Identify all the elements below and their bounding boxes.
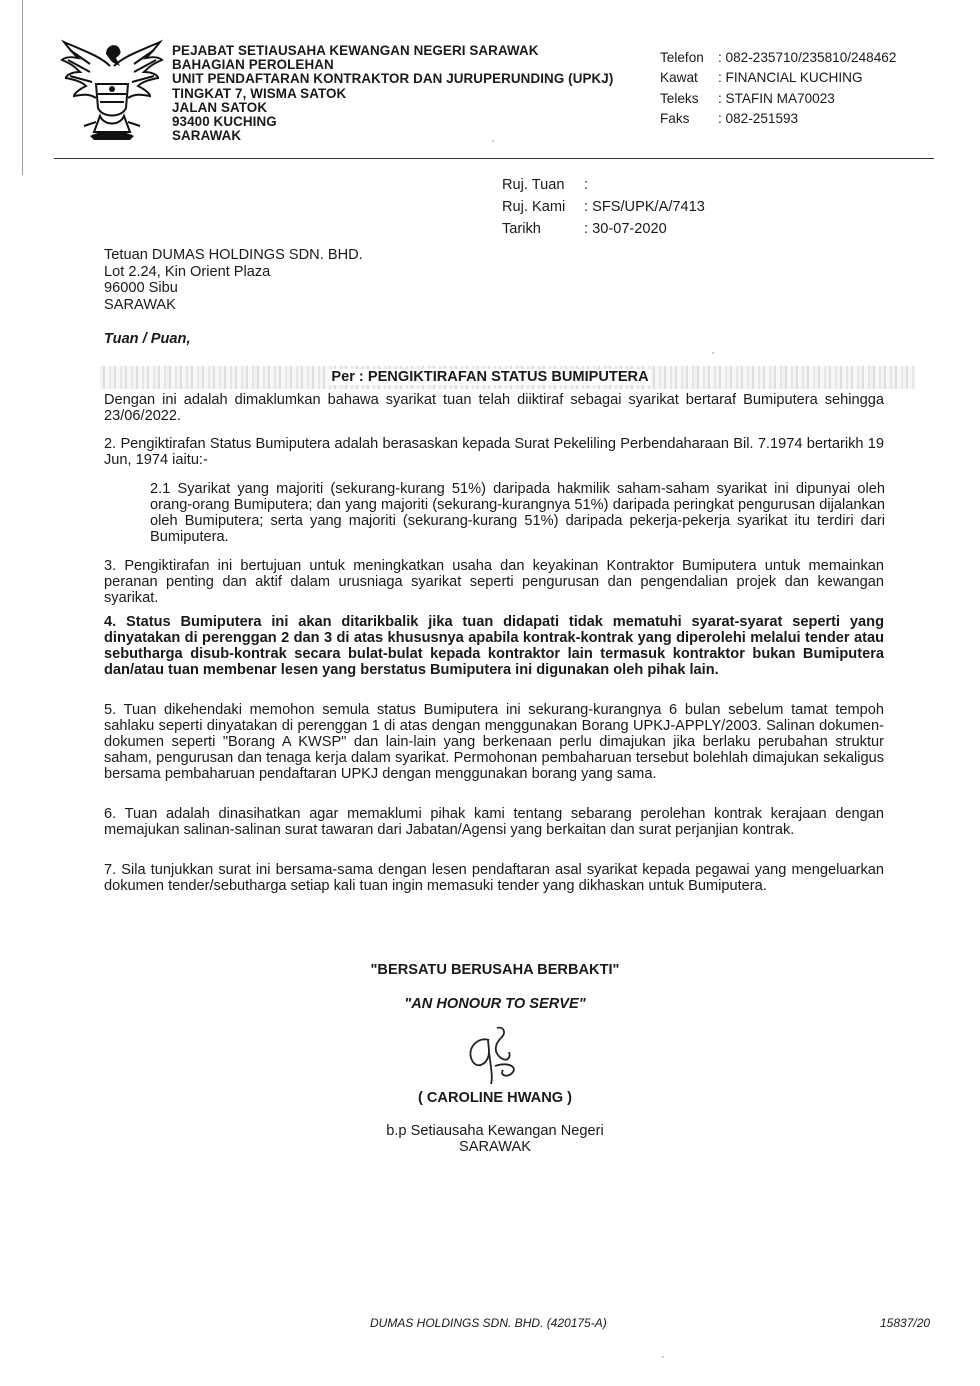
agency-line: UNIT PENDAFTARAN KONTRAKTOR DAN JURUPERUNDING (UPKJ) xyxy=(172,71,614,87)
agency-line: JALAN SATOK xyxy=(172,99,268,115)
contact-value: : 082-235710/235810/248462 xyxy=(718,50,897,65)
signatory-title-line: SARAWAK xyxy=(459,1139,531,1155)
agency-line: PEJABAT SETIAUSAHA KEWANGAN NEGERI SARAWAK xyxy=(172,43,539,58)
salutation: Tuan / Puan, xyxy=(104,331,191,347)
signatory-title-line: b.p Setiausaha Kewangan Negeri xyxy=(386,1123,604,1139)
paragraph-7: 7. Sila tunjukkan surat ini bersama-sama dengan lesen pendaftaran asal syarikat kepada pegawai yang mengeluarkan dokumen tender/sebutharga setiap kali tuan ingin memasuki tender yang dikhaskan untuk Bumiputera. xyxy=(104,862,884,894)
scan-speck xyxy=(712,352,714,354)
ref-value: : xyxy=(584,177,589,193)
contact-details xyxy=(660,48,896,130)
motto-malay: "BERSATU BERUSAHA BERBAKTI" xyxy=(370,962,620,978)
subject-line xyxy=(0,369,980,385)
contact-row-faks xyxy=(660,109,896,129)
signature-icon xyxy=(455,1022,545,1086)
ref-value: : 30-07-2020 xyxy=(584,221,667,237)
signatory-title xyxy=(0,1123,980,1155)
recipient-line: SARAWAK xyxy=(104,296,176,313)
recipient-line: Tetuan DUMAS HOLDINGS SDN. BHD. xyxy=(104,247,363,263)
subject-text: Per : PENGIKTIRAFAN STATUS BUMIPUTERA xyxy=(331,369,649,385)
footer-company: DUMAS HOLDINGS SDN. BHD. (420175-A) xyxy=(370,1316,607,1330)
paragraph-2: 2. Pengiktirafan Status Bumiputera adalah berasaskan kepada Surat Pekeliling Perbendaharaan Bil. 7.1974 bertarikh 19 Jun, 1974 iaitu:- xyxy=(104,436,884,468)
ref-label: Ruj. Tuan xyxy=(502,177,565,193)
agency-line: BAHAGIAN PEROLEHAN xyxy=(172,57,334,73)
agency-line: 93400 KUCHING xyxy=(172,114,277,130)
paragraph-5: 5. Tuan dikehendaki memohon semula status Bumiputera ini sekurang-kurangnya 6 bulan sebelum tamat tempoh sahlaku seperti dinyatakan di perenggan 1 di atas dengan menggunakan Borang UPKJ-APPLY/2003. Salinan dokumen-dokumen seperti "Borang A KWSP" dan lain-lain yang berkenaan perlu dimajukan jika berlaku perubahan struktur saham, pengurusan dan tenaga kerja dalam syarikat. Permohonan pembaharuan tersebut bolehlah dimajukan sekaligus bersama pembaharuan pendaftaran UPKJ dengan menggunakan borang yang sama. xyxy=(104,702,884,782)
contact-value: : STAFIN MA70023 xyxy=(718,90,835,106)
contact-label: Kawat xyxy=(660,70,698,86)
scan-speck xyxy=(662,1356,664,1358)
contact-value: : FINANCIAL KUCHING xyxy=(718,70,863,86)
reference-block xyxy=(502,174,705,240)
agency-line: SARAWAK xyxy=(172,128,242,144)
signatory-name: ( CAROLINE HWANG ) xyxy=(417,1090,573,1106)
recipient-line: Lot 2.24, Kin Orient Plaza xyxy=(104,263,271,280)
motto-english: "AN HONOUR TO SERVE" xyxy=(404,996,586,1012)
paragraph-2-1: 2.1 Syarikat yang majoriti (sekurang-kurang 51%) daripada hakmilik saham-saham syarikat ini dipunyai oleh orang-orang Bumiputera; dan yang majoriti (sekurang-kurangnya 51%) daripada peringkat pengurusan dijalankan oleh Bumiputera; serta yang majoriti (sekurang-kurang 51%) daripada pekerja-pekerja syarikat itu terdiri dari Bumiputera. xyxy=(150,481,885,545)
agency-address xyxy=(172,44,613,143)
contact-label: Telefon xyxy=(660,50,704,65)
ref-label: Tarikh xyxy=(502,221,541,237)
contact-value: : 082-251593 xyxy=(718,111,799,127)
paragraph-6: 6. Tuan adalah dinasihatkan agar memaklumi pihak kami tentang sebarang perolehan kontrak kerajaan dengan memajukan salinan-salinan surat tawaran dari Jabatan/Agensi yang berkaitan dan surat perjanjian kontrak. xyxy=(104,806,884,838)
ref-row-ruj-kami xyxy=(502,196,705,218)
paragraph-4: 4. Status Bumiputera ini akan ditarikbalik jika tuan didapati tidak mematuhi syarat-syarat seperti yang dinyatakan di perenggan 2 dan 3 di atas khususnya apabila kontrak-kontrak yang diperolehi melalui tender atau sebutharga disub-kontrak secara bulat-bulat kepada kontraktor lain termasuk kontraktor bukan Bumiputera dan/atau tuan membenar lesen yang berstatus Bumiputera ini digunakan oleh pihak lain. xyxy=(104,614,884,678)
paragraph-3: 3. Pengiktirafan ini bertujuan untuk meningkatkan usaha dan keyakinan Kontraktor Bumiputera untuk memainkan peranan penting dan aktif dalam urusniaga syarikat seperti pengurusan dan pengendalian projek dan kewangan syarikat. xyxy=(104,558,884,606)
contact-row-kawat xyxy=(660,68,896,88)
scan-speck xyxy=(492,140,494,142)
ref-label: Ruj. Kami xyxy=(502,199,566,215)
recipient-line: 96000 Sibu xyxy=(104,280,178,297)
contact-row-telefon xyxy=(660,48,896,68)
ref-row-tarikh xyxy=(502,218,705,240)
agency-line: TINGKAT 7, WISMA SATOK xyxy=(172,85,347,101)
ref-value: : SFS/UPK/A/7413 xyxy=(584,199,705,215)
ref-row-ruj-tuan xyxy=(502,174,705,196)
header-divider xyxy=(54,158,934,159)
footer-code: 15837/20 xyxy=(880,1316,931,1330)
recipient-address xyxy=(104,247,363,313)
contact-label: Teleks xyxy=(660,90,699,106)
paragraph-1: Dengan ini adalah dimaklumkan bahawa syarikat tuan telah diiktiraf sebagai syarikat bertaraf Bumiputera sehingga 23/06/2022. xyxy=(104,392,884,424)
contact-row-teleks xyxy=(660,89,896,109)
sarawak-crest-icon xyxy=(60,36,164,144)
contact-label: Faks xyxy=(660,111,690,127)
scan-edge-line xyxy=(22,0,23,175)
